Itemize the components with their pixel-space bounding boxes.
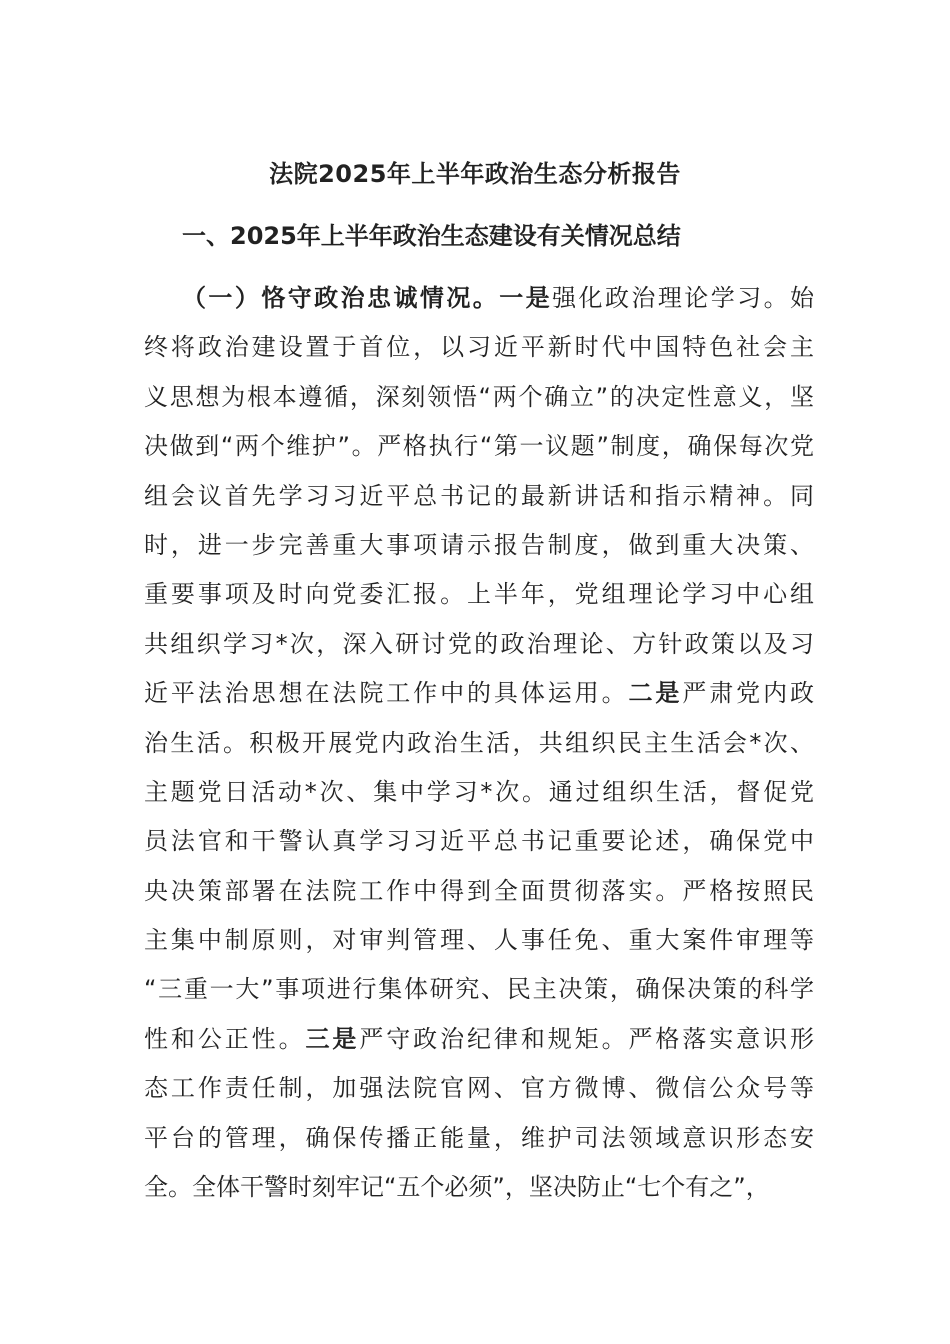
text-segment: 严守政治纪律和规矩。严格落实意识形 bbox=[359, 1024, 814, 1053]
text-segment: “三重一大”事项进行集体研究、民主决策，确保决策的科学 bbox=[144, 975, 814, 1004]
bold-text-segment: 一是 bbox=[499, 284, 553, 312]
paragraph-line bbox=[144, 422, 814, 471]
paragraph-line bbox=[144, 1163, 814, 1212]
document-title: 法院2025年上半年政治生态分析报告 bbox=[269, 160, 681, 188]
section-heading: 一、2025年上半年政治生态建设有关情况总结 bbox=[182, 222, 681, 250]
paragraph-line bbox=[144, 570, 814, 619]
text-segment: 央决策部署在法院工作中得到全面贯彻落实。严格按照民 bbox=[144, 876, 814, 905]
body-paragraph bbox=[144, 274, 814, 1212]
text-segment: 性和公正性。 bbox=[144, 1024, 306, 1053]
text-segment: 组会议首先学习习近平总书记的最新讲话和指示精神。同 bbox=[144, 481, 814, 510]
paragraph-line bbox=[144, 817, 814, 866]
text-segment: 时，进一步完善重大事项请示报告制度，做到重大决策、 bbox=[144, 530, 814, 559]
text-segment: 主集中制原则，对审判管理、人事任免、重大案件审理等 bbox=[144, 926, 814, 955]
text-segment: 义思想为根本遵循，深刻领悟“两个确立”的决定性意义，坚 bbox=[144, 382, 814, 411]
text-segment: 终将政治建设置于首位，以习近平新时代中国特色社会主 bbox=[144, 333, 814, 362]
paragraph-line bbox=[144, 1015, 814, 1064]
text-segment: 决做到“两个维护”。严格执行“第一议题”制度，确保每次党 bbox=[144, 432, 814, 461]
paragraph-line bbox=[144, 719, 814, 768]
text-segment: 态工作责任制，加强法院官网、官方微博、微信公众号等 bbox=[144, 1074, 814, 1103]
paragraph-line bbox=[144, 768, 814, 817]
paragraph-line bbox=[144, 1064, 814, 1113]
paragraph-line bbox=[144, 1114, 814, 1163]
text-segment: 治生活。积极开展党内政治生活，共组织民主生活会*次、 bbox=[144, 728, 814, 757]
paragraph-line bbox=[144, 373, 814, 422]
text-segment: 重要事项及时向党委汇报。上半年，党组理论学习中心组 bbox=[144, 580, 814, 609]
bold-text-segment: 三是 bbox=[305, 1024, 360, 1053]
paragraph-line bbox=[144, 916, 814, 965]
text-segment: 全。全体干警时刻牢记“五个必须”，坚决防止“七个有之”， bbox=[144, 1173, 770, 1202]
paragraph-line bbox=[144, 274, 814, 323]
text-segment: 共组织学习*次，深入研讨党的政治理论、方针政策以及习 bbox=[144, 629, 814, 658]
text-segment: 近平法治思想在法院工作中的具体运用。 bbox=[144, 679, 629, 708]
text-segment: 强化政治理论学习。始 bbox=[552, 284, 814, 312]
paragraph-line bbox=[144, 965, 814, 1014]
bold-text-segment: 二是 bbox=[628, 679, 683, 708]
paragraph-line bbox=[144, 669, 814, 718]
paragraph-line bbox=[144, 620, 814, 669]
paragraph-line bbox=[144, 867, 814, 916]
text-segment: 平台的管理，确保传播正能量，维护司法领域意识形态安 bbox=[144, 1123, 814, 1152]
paragraph-line bbox=[144, 472, 814, 521]
bold-text-segment: （一）恪守政治忠诚情况。 bbox=[182, 284, 500, 312]
text-segment: 员法官和干警认真学习习近平总书记重要论述，确保党中 bbox=[144, 827, 814, 856]
text-segment: 严肃党内政 bbox=[682, 679, 814, 708]
paragraph-line bbox=[144, 521, 814, 570]
paragraph-line bbox=[144, 323, 814, 372]
text-segment: 主题党日活动*次、集中学习*次。通过组织生活，督促党 bbox=[144, 777, 814, 806]
